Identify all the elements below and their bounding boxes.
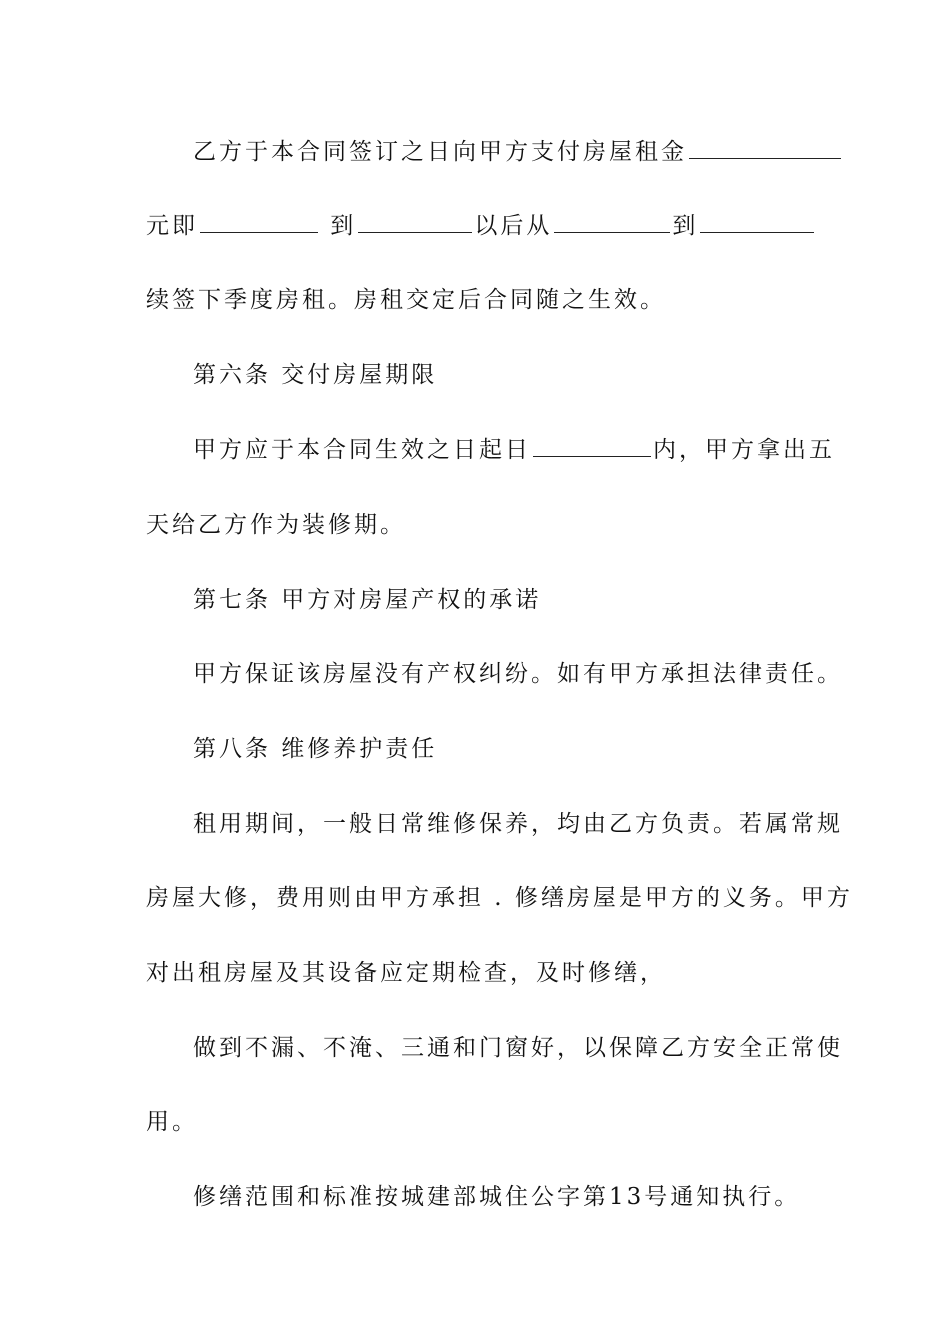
paragraph-maintenance-4: 做到不漏、不淹、三通和门窗好，以保障乙方安全正常使: [193, 1035, 843, 1061]
heading-article-7: 第七条 甲方对房屋产权的承诺: [193, 587, 542, 613]
paragraph-rent-period: 元即 到 以后从 到: [146, 208, 816, 244]
renewal-start-blank: [554, 208, 670, 233]
heading-article-6: 第六条 交付房屋期限: [193, 362, 438, 388]
paragraph-delivery: 甲方应于本合同生效之日起日 内，甲方拿出五: [193, 432, 835, 468]
paragraph-maintenance-1: 租用期间，一般日常维修保养，均由乙方负责。若属常规: [193, 811, 843, 837]
delivery-days-blank: [533, 432, 651, 457]
paragraph-repair-scope: 修缮范围和标准按城建部城住公字第13号通知执行。: [193, 1184, 801, 1210]
renewal-end-blank: [700, 208, 814, 233]
paragraph-delivery-cont: 天给乙方作为装修期。: [146, 512, 406, 538]
paragraph-maintenance-5: 用。: [146, 1109, 198, 1135]
paragraph-maintenance-3: 对出租房屋及其设备应定期检查，及时修缮，: [146, 960, 666, 986]
paragraph-ownership: 甲方保证该房屋没有产权纠纷。如有甲方承担法律责任。: [193, 661, 843, 687]
rent-amount-blank: [689, 134, 841, 159]
paragraph-maintenance-2: 房屋大修，费用则由甲方承担 . 修缮房屋是甲方的义务。甲方: [146, 885, 853, 911]
period-start-blank: [200, 208, 318, 233]
paragraph-rent-payment: 乙方于本合同签订之日向甲方支付房屋租金: [193, 134, 843, 170]
period-end-blank: [358, 208, 472, 233]
heading-article-8: 第八条 维修养护责任: [193, 736, 438, 762]
paragraph-rent-effective: 续签下季度房租。房租交定后合同随之生效。: [146, 287, 666, 313]
